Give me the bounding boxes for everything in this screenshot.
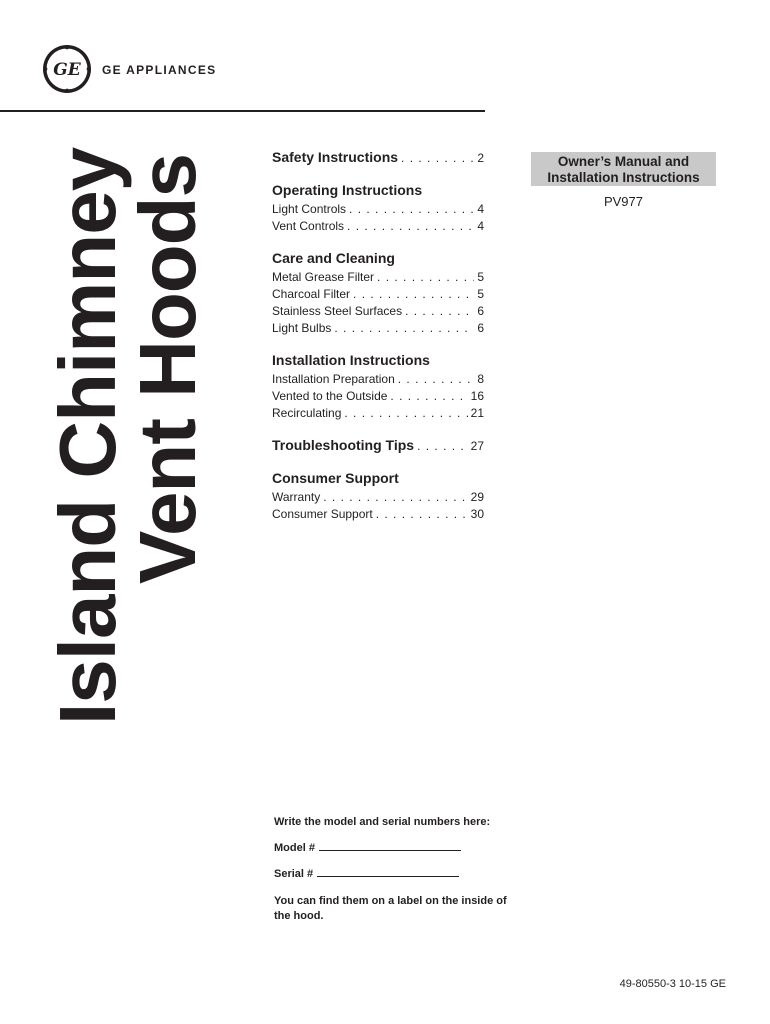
toc-entry[interactable]: Installation Preparation . . . 8 [272,371,484,388]
toc-section-care [272,249,484,337]
toc-heading-consumer-support: Consumer Support [272,470,399,486]
record-intro: Write the model and serial numbers here: [274,816,491,828]
model-line [274,842,534,854]
title-line-2: Vent Hoods [123,153,212,584]
toc-heading-care: Care and Cleaning [272,250,395,266]
toc-entry-safety[interactable]: Safety Instructions . . . 2 [272,148,484,167]
toc-entry[interactable]: Warranty . . . 29 [272,489,484,506]
toc-entry[interactable]: Vent Controls . . . 4 [272,218,484,235]
logo-text: GE [53,60,81,80]
toc-entry[interactable]: Light Controls . . . 4 [272,201,484,218]
model-serial-record [274,816,534,924]
toc-entry[interactable]: Stainless Steel Surfaces . . . 6 [272,303,484,320]
toc-entry[interactable]: Light Bulbs . . . 6 [272,320,484,337]
toc-entry-troubleshooting[interactable]: Troubleshooting Tips . . . 27 [272,436,484,455]
document-code: 49-80550-3 10-15 GE [619,978,726,990]
toc-entry[interactable]: Recirculating . . . 21 [272,405,484,422]
toc-heading-operating: Operating Instructions [272,182,423,198]
serial-blank[interactable] [317,876,459,877]
title-line-1: Island Chimney [43,147,132,725]
toc-section-troubleshooting [272,436,484,455]
model-blank[interactable] [319,850,461,851]
toc-entry[interactable]: Vented to the Outside . . . 16 [272,388,484,405]
table-of-contents [272,148,484,537]
label-location-note: You can find them on a label on the inside of the hood. [274,895,507,922]
toc-section-consumer-support [272,469,484,523]
toc-entry[interactable]: Charcoal Filter . . . 5 [272,286,484,303]
toc-section-safety [272,148,484,167]
header-divider [0,110,485,112]
serial-label: Serial # [274,868,314,880]
toc-section-operating [272,181,484,235]
toc-section-installation [272,351,484,422]
toc-entry[interactable]: Metal Grease Filter . . . 5 [272,269,484,286]
ge-logo-icon [42,44,92,94]
toc-entry[interactable]: Consumer Support . . . 30 [272,506,484,523]
model-label: Model # [274,842,315,854]
model-number: PV977 [603,194,644,209]
document-type-box: Owner’s Manual and Installation Instructions [531,152,716,186]
toc-heading-installation: Installation Instructions [272,352,430,368]
serial-line [274,868,534,880]
brand-name: GE APPLIANCES [102,63,217,77]
